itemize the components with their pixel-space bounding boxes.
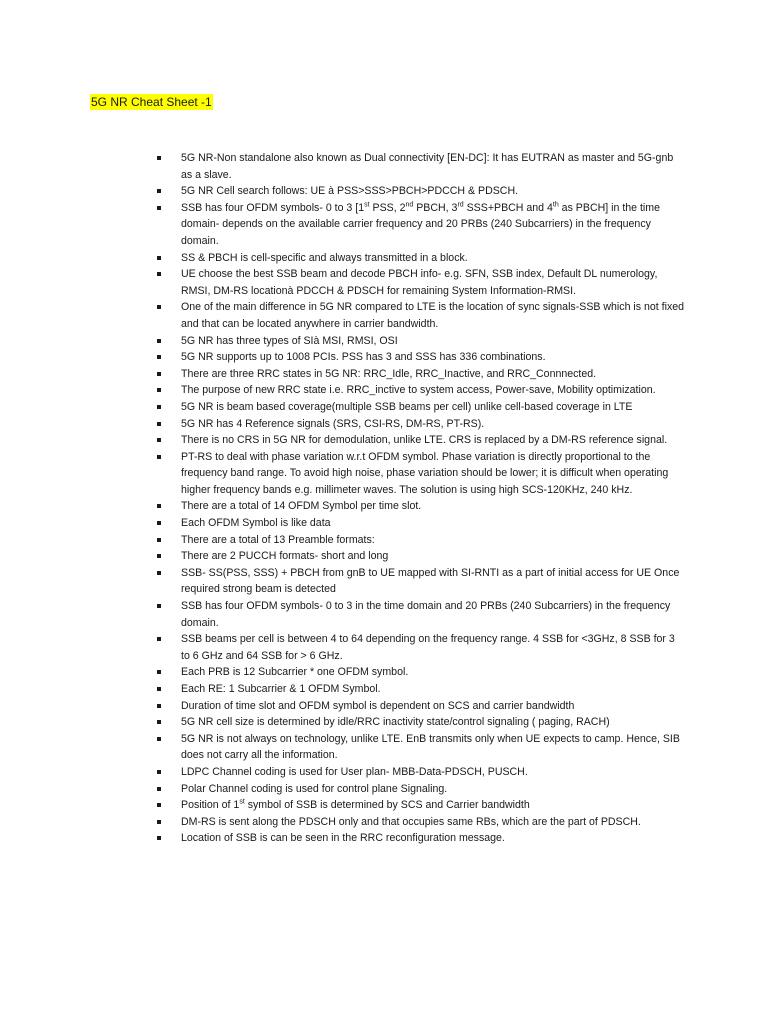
list-item: DM-RS is sent along the PDSCH only and that occupies same RBs, which are the part of PDSCH. — [155, 814, 685, 831]
list-item: There are 2 PUCCH formats- short and long — [155, 548, 685, 565]
list-item: Each OFDM Symbol is like data — [155, 515, 685, 532]
list-item: The purpose of new RRC state i.e. RRC_inctive to system access, Power-save, Mobility optimization. — [155, 382, 685, 399]
list-item: Duration of time slot and OFDM symbol is dependent on SCS and carrier bandwidth — [155, 698, 685, 715]
list-item: PT-RS to deal with phase variation w.r.t OFDM symbol. Phase variation is directly proportional to the frequency band range. To avoid high noise, phase variation should be lower; it is difficult when operating higher frequency bands e.g. millimeter waves. The solution is using high SCS-120KHz, 240 kHz. — [155, 449, 685, 499]
list-item: 5G NR has three types of SIà MSI, RMSI, OSI — [155, 333, 685, 350]
list-item: SSB has four OFDM symbols- 0 to 3 in the time domain and 20 PRBs (240 Subcarriers) in the frequency domain. — [155, 598, 685, 631]
list-item: SSB- SS(PSS, SSS) + PBCH from gnB to UE mapped with SI-RNTI as a part of initial access for UE Once required strong beam is detected — [155, 565, 685, 598]
list-item: Each PRB is 12 Subcarrier * one OFDM symbol. — [155, 664, 685, 681]
list-item: SSB has four OFDM symbols- 0 to 3 [1st PSS, 2nd PBCH, 3rd SSS+PBCH and 4th as PBCH] in the time domain- depends on the available carrier frequency and 20 PRBs (240 Subcarriers) in the frequency domain. — [155, 200, 685, 250]
list-item: 5G NR is not always on technology, unlike LTE. EnB transmits only when UE expects to camp. Hence, SIB does not carry all the information. — [155, 731, 685, 764]
list-item: SSB beams per cell is between 4 to 64 depending on the frequency range. 4 SSB for <3GHz, 8 SSB for 3 to 6 GHz and 64 SSB for > 6 GHz. — [155, 631, 685, 664]
list-item: UE choose the best SSB beam and decode PBCH info- e.g. SFN, SSB index, Default DL numerology, RMSI, DM-RS locationà PDCCH & PDSCH for remaining System Information-RMSI. — [155, 266, 685, 299]
list-item: Location of SSB is can be seen in the RRC reconfiguration message. — [155, 830, 685, 847]
list-item: 5G NR supports up to 1008 PCIs. PSS has 3 and SSS has 336 combinations. — [155, 349, 685, 366]
list-item: 5G NR has 4 Reference signals (SRS, CSI-RS, DM-RS, PT-RS). — [155, 416, 685, 433]
bullet-list — [155, 150, 685, 847]
list-item: 5G NR-Non standalone also known as Dual connectivity [EN-DC]: It has EUTRAN as master and 5G-gnb as a slave. — [155, 150, 685, 183]
document-title: 5G NR Cheat Sheet -1 — [91, 95, 212, 109]
list-item: SS & PBCH is cell-specific and always transmitted in a block. — [155, 250, 685, 267]
list-item: 5G NR cell size is determined by idle/RRC inactivity state/control signaling ( paging, RACH) — [155, 714, 685, 731]
list-item: There are a total of 13 Preamble formats: — [155, 532, 685, 549]
list-item: LDPC Channel coding is used for User plan- MBB-Data-PDSCH, PUSCH. — [155, 764, 685, 781]
list-item: 5G NR Cell search follows: UE à PSS>SSS>PBCH>PDCCH & PDSCH. — [155, 183, 685, 200]
list-item: Polar Channel coding is used for control plane Signaling. — [155, 781, 685, 798]
list-item: 5G NR is beam based coverage(multiple SSB beams per cell) unlike cell-based coverage in LTE — [155, 399, 685, 416]
list-item: Each RE: 1 Subcarrier & 1 OFDM Symbol. — [155, 681, 685, 698]
list-item: There are three RRC states in 5G NR: RRC_Idle, RRC_Inactive, and RRC_Connnected. — [155, 366, 685, 383]
list-item: There is no CRS in 5G NR for demodulation, unlike LTE. CRS is replaced by a DM-RS reference signal. — [155, 432, 685, 449]
list-item: There are a total of 14 OFDM Symbol per time slot. — [155, 498, 685, 515]
list-item: Position of 1st symbol of SSB is determined by SCS and Carrier bandwidth — [155, 797, 685, 814]
list-item: One of the main difference in 5G NR compared to LTE is the location of sync signals-SSB which is not fixed and that can be located anywhere in carrier bandwidth. — [155, 299, 685, 332]
